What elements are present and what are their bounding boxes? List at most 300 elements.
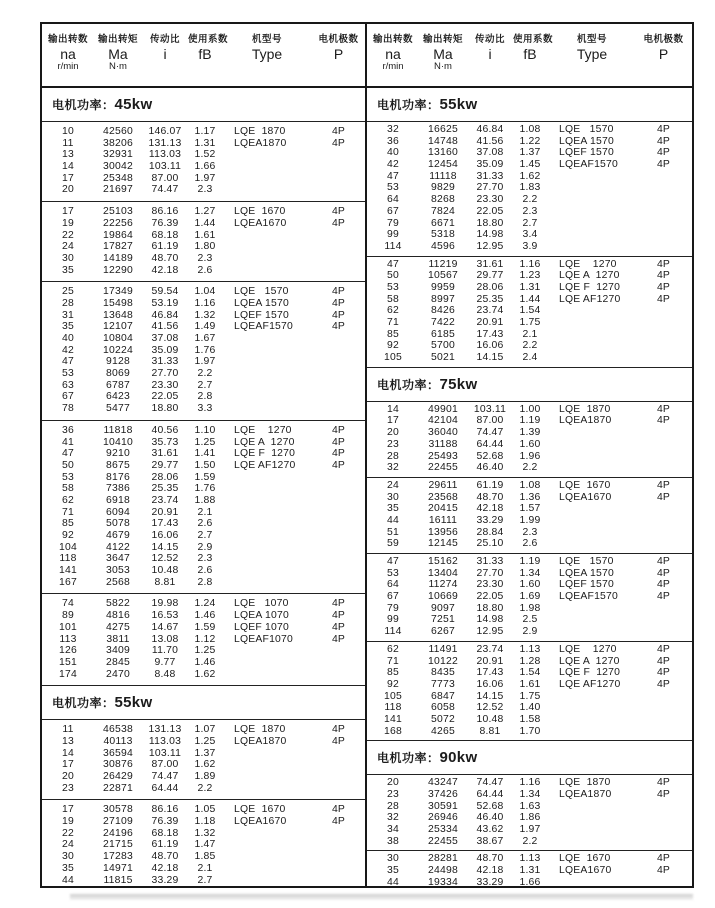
- cell-ma: 5822: [106, 598, 130, 610]
- cell-ma: 10224: [103, 344, 133, 356]
- gear-block: [42, 720, 365, 800]
- cell-type: [547, 714, 637, 726]
- column-header-ma: [419, 35, 467, 73]
- cell-fb: 2.7: [522, 217, 538, 229]
- cell-fb: 3.9: [522, 240, 538, 252]
- cell-fb: 1.99: [519, 514, 541, 526]
- gear-block: [42, 800, 365, 886]
- cell-fb: 2.2: [522, 194, 538, 206]
- ma-label-cn: 输出转矩: [422, 34, 463, 45]
- cell-na: 85: [387, 667, 399, 679]
- cell-ma: 4679: [106, 530, 130, 541]
- cell-type: [222, 149, 312, 161]
- cell-ma: 6787: [106, 379, 130, 391]
- cell-type: LQEAF1570: [559, 591, 618, 603]
- table-row: [42, 380, 365, 392]
- cell-na: 101: [59, 621, 77, 633]
- cell-type: [222, 391, 312, 403]
- cell-poles: 4P: [656, 124, 671, 135]
- cell-poles: [312, 161, 365, 173]
- cell-type: LQE 1270: [559, 643, 617, 655]
- cell-type: [547, 229, 637, 241]
- cell-na: 92: [387, 678, 399, 690]
- cell-fb: 1.08: [519, 479, 541, 491]
- cell-poles: 4P: [656, 667, 671, 679]
- cell-na: 44: [387, 514, 399, 526]
- gear-block: [367, 554, 692, 642]
- cell-type: [547, 218, 637, 230]
- cell-type: LQEAF1570: [234, 321, 293, 333]
- cell-na: 53: [62, 368, 74, 380]
- cell-type: [222, 241, 312, 253]
- cell-type: LQEF 1070: [234, 621, 289, 633]
- cell-i: 14.15: [476, 690, 504, 702]
- table-row: [367, 691, 692, 703]
- column-header-fb: [513, 34, 554, 62]
- na-label-cn: 输出转数: [47, 34, 88, 45]
- cell-type: [222, 345, 312, 357]
- section-title-prefix: 电机功率：: [377, 377, 440, 392]
- cell-fb: 1.44: [194, 217, 216, 229]
- cell-ma: 3811: [106, 633, 130, 645]
- cell-fb: 1.27: [194, 206, 216, 218]
- table-row: [367, 714, 692, 726]
- cell-na: 24: [62, 241, 74, 253]
- cell-fb: 1.96: [519, 450, 541, 462]
- cell-type: LQE 1870: [559, 777, 611, 789]
- cell-i: 14.67: [151, 621, 179, 633]
- cell-type: [547, 726, 637, 738]
- cell-type: LQE A 1270: [559, 655, 620, 667]
- cell-na: 47: [387, 170, 399, 182]
- cell-na: 17: [62, 759, 74, 771]
- cell-i: 28.84: [476, 526, 504, 538]
- cell-type: [222, 748, 312, 760]
- cell-ma: 4816: [106, 610, 130, 622]
- table-row: [42, 126, 365, 138]
- cell-na: 17: [62, 172, 74, 184]
- cell-i: 48.70: [476, 853, 504, 865]
- cell-na: 78: [62, 403, 74, 415]
- table-row: [367, 644, 692, 656]
- cell-fb: 1.25: [194, 436, 216, 448]
- cell-fb: 2.7: [197, 379, 213, 391]
- cell-i: 64.44: [476, 789, 504, 800]
- cell-ma: 30042: [103, 161, 133, 173]
- cell-type: [222, 380, 312, 392]
- cell-na: 22: [62, 827, 74, 839]
- cell-fb: 1.47: [194, 839, 216, 851]
- cell-na: 64: [387, 194, 399, 206]
- cell-na: 32: [387, 124, 399, 135]
- table-row: [367, 492, 692, 504]
- cell-fb: 1.32: [194, 827, 216, 839]
- cell-i: 87.00: [151, 172, 179, 184]
- cell-i: 64.44: [151, 782, 179, 794]
- cell-poles: 4P: [656, 655, 671, 667]
- cell-ma: 23568: [428, 491, 458, 503]
- cell-fb: 2.5: [522, 614, 538, 626]
- cell-ma: 4265: [431, 725, 455, 737]
- cell-ma: 21697: [103, 184, 133, 196]
- cell-i: 131.13: [148, 137, 182, 149]
- cell-fb: 1.60: [519, 438, 541, 450]
- cell-fb: 1.37: [519, 147, 541, 159]
- cell-type: LQE 1070: [234, 598, 289, 610]
- table-row: [42, 553, 365, 565]
- cell-ma: 11274: [428, 579, 458, 591]
- cell-poles: 4P: [331, 459, 346, 471]
- cell-type: [547, 691, 637, 703]
- cell-na: 71: [387, 317, 399, 328]
- cell-type: [547, 812, 637, 824]
- cell-poles: [637, 691, 690, 703]
- cell-fb: 1.07: [194, 724, 216, 736]
- cell-type: [222, 333, 312, 345]
- column-header-type: [222, 35, 312, 62]
- cell-ma: 4596: [431, 240, 455, 252]
- cell-poles: [637, 801, 690, 813]
- cell-i: 113.03: [148, 149, 182, 161]
- cell-ma: 22455: [428, 462, 458, 474]
- cell-ma: 25334: [428, 824, 458, 836]
- cell-ma: 25348: [103, 172, 133, 184]
- cell-na: 151: [59, 656, 77, 668]
- cell-fb: 1.31: [519, 281, 541, 293]
- cell-poles: [312, 645, 365, 657]
- cell-fb: 1.62: [519, 170, 541, 182]
- cell-na: 99: [387, 229, 399, 241]
- cell-ma: 5072: [431, 713, 455, 725]
- section-title-prefix: 电机功率：: [52, 696, 115, 711]
- cell-type: [547, 801, 637, 813]
- cell-type: [222, 253, 312, 265]
- cell-type: [547, 824, 637, 836]
- cell-i: 74.47: [151, 184, 179, 196]
- table-row: [367, 317, 692, 329]
- cell-na: 14: [62, 161, 74, 173]
- cell-fb: 1.66: [519, 876, 541, 886]
- cell-fb: 1.52: [194, 149, 216, 161]
- na-symbol: na: [385, 45, 401, 62]
- cell-fb: 1.66: [194, 161, 216, 173]
- cell-type: LQEF 1570: [559, 147, 614, 159]
- cell-poles: [312, 253, 365, 265]
- cell-i: 27.70: [151, 368, 179, 380]
- cell-na: 67: [387, 205, 399, 217]
- cell-ma: 5021: [431, 352, 455, 364]
- cell-i: 22.05: [476, 591, 504, 603]
- cell-fb: 1.97: [519, 824, 541, 836]
- table-row: [42, 425, 365, 437]
- section-title: [42, 686, 365, 720]
- cell-poles: [312, 356, 365, 368]
- cell-na: 79: [387, 602, 399, 614]
- table-row: [42, 816, 365, 828]
- table-row: [42, 253, 365, 265]
- cell-ma: 6058: [431, 702, 455, 714]
- cell-ma: 36594: [103, 747, 133, 759]
- cell-na: 51: [387, 526, 399, 538]
- cell-na: 35: [62, 264, 74, 276]
- cell-na: 30: [62, 252, 74, 264]
- cell-type: [547, 702, 637, 714]
- p-label-cn: 电机极数: [643, 34, 684, 45]
- cell-i: 46.40: [476, 462, 504, 474]
- cell-i: 17.43: [151, 518, 179, 530]
- cell-i: 76.39: [151, 217, 179, 229]
- cell-poles: [312, 403, 365, 415]
- cell-poles: [637, 427, 690, 439]
- cell-na: 167: [59, 576, 77, 588]
- cell-i: 103.11: [473, 403, 507, 415]
- cell-ma: 42560: [103, 126, 133, 137]
- cell-poles: [312, 851, 365, 863]
- cell-i: 35.09: [151, 344, 179, 356]
- cell-fb: 1.46: [194, 610, 216, 622]
- cell-i: 68.18: [151, 827, 179, 839]
- cell-na: 38: [387, 835, 399, 847]
- table-row: [42, 759, 365, 771]
- type-label-cn: 机型号: [251, 34, 282, 45]
- gear-block: [367, 257, 692, 368]
- cell-fb: 2.2: [197, 368, 213, 380]
- table-row: [367, 812, 692, 824]
- cell-type: [222, 669, 312, 681]
- gear-block: [42, 202, 365, 282]
- cell-ma: 8675: [106, 459, 130, 471]
- cell-poles: [637, 515, 690, 527]
- table-row: [42, 851, 365, 863]
- cell-type: [222, 507, 312, 519]
- cell-poles: [312, 391, 365, 403]
- cell-i: 20.91: [476, 655, 504, 667]
- cell-na: 92: [387, 340, 399, 352]
- table-row: [42, 518, 365, 530]
- cell-ma: 13956: [428, 526, 458, 538]
- cell-fb: 1.76: [194, 344, 216, 356]
- table-row: [42, 310, 365, 322]
- cell-fb: 1.50: [194, 459, 216, 471]
- table-row: [42, 403, 365, 415]
- power-section: [367, 368, 692, 742]
- cell-ma: 10122: [428, 655, 458, 667]
- cell-type: LQE A 1270: [559, 270, 620, 282]
- cell-ma: 16111: [428, 514, 458, 526]
- cell-fb: 1.05: [194, 804, 216, 816]
- cell-fb: 1.04: [194, 286, 216, 298]
- cell-i: 37.08: [151, 333, 179, 344]
- cell-poles: 4P: [331, 448, 346, 460]
- cell-fb: 1.59: [194, 621, 216, 633]
- cell-poles: [312, 863, 365, 875]
- cell-na: 28: [387, 800, 399, 812]
- cell-ma: 28281: [428, 853, 458, 865]
- cell-poles: [312, 530, 365, 542]
- cell-na: 19: [62, 217, 74, 229]
- cell-i: 74.47: [476, 777, 504, 789]
- table-row: [42, 345, 365, 357]
- column-header-p: [312, 35, 365, 62]
- cell-type: [222, 518, 312, 530]
- cell-i: 35.73: [151, 436, 179, 448]
- cell-na: 14: [62, 747, 74, 759]
- cell-type: [547, 515, 637, 527]
- cell-poles: 4P: [656, 415, 671, 427]
- cell-poles: [312, 333, 365, 345]
- cell-fb: 2.3: [197, 553, 213, 565]
- cell-i: 42.18: [151, 264, 179, 276]
- cell-ma: 11219: [428, 258, 458, 270]
- cell-poles: [312, 518, 365, 530]
- cell-na: 19: [62, 816, 74, 828]
- cell-ma: 30578: [103, 804, 133, 816]
- table-row: [367, 182, 692, 194]
- cell-poles: 4P: [656, 258, 671, 270]
- cell-type: [222, 173, 312, 185]
- cell-poles: 4P: [656, 789, 671, 800]
- cell-i: 18.80: [151, 403, 179, 415]
- cell-i: 16.06: [476, 678, 504, 690]
- table-row: [42, 577, 365, 589]
- cell-type: [547, 329, 637, 341]
- cell-type: [222, 657, 312, 669]
- section-title: [367, 741, 692, 775]
- cell-i: 9.77: [154, 656, 176, 668]
- cell-type: [547, 538, 637, 550]
- cell-i: 19.98: [151, 598, 179, 610]
- cell-poles: 4P: [656, 159, 671, 171]
- cell-poles: 4P: [331, 610, 346, 622]
- cell-na: 30: [387, 853, 399, 865]
- cell-ma: 21715: [103, 839, 133, 851]
- cell-na: 32: [387, 812, 399, 824]
- cell-fb: 2.3: [197, 252, 213, 264]
- table-row: [42, 565, 365, 577]
- cell-fb: 1.61: [519, 678, 541, 690]
- section-title: [367, 368, 692, 402]
- cell-na: 105: [384, 352, 402, 364]
- table-row: [367, 865, 692, 877]
- cell-ma: 17827: [103, 241, 133, 253]
- cell-i: 41.56: [151, 321, 179, 333]
- cell-type: LQE 1870: [559, 403, 611, 415]
- cell-i: 31.33: [476, 170, 504, 182]
- cell-na: 63: [62, 379, 74, 391]
- cell-type: [547, 171, 637, 183]
- cell-poles: 4P: [656, 678, 671, 690]
- cell-poles: [637, 824, 690, 836]
- cell-i: 25.10: [476, 538, 504, 550]
- cell-type: [222, 759, 312, 771]
- cell-ma: 10669: [428, 591, 458, 603]
- cell-type: [222, 483, 312, 495]
- cell-poles: 4P: [656, 281, 671, 293]
- table-row: [42, 875, 365, 887]
- cell-na: 28: [387, 450, 399, 462]
- cell-i: 23.30: [476, 579, 504, 591]
- cell-type: [222, 472, 312, 484]
- cell-type: LQE 1270: [234, 424, 292, 436]
- table-row: [367, 159, 692, 171]
- i-label-cn: 传动比: [474, 34, 505, 45]
- cell-fb: 1.63: [519, 800, 541, 812]
- cell-ma: 43247: [428, 777, 458, 789]
- table-row: [42, 542, 365, 554]
- cell-na: 64: [387, 579, 399, 591]
- cell-type: LQEA1670: [559, 865, 612, 877]
- cell-type: LQEA1670: [234, 217, 287, 229]
- cell-poles: [637, 194, 690, 206]
- cell-poles: 4P: [331, 309, 346, 321]
- cell-na: 71: [62, 506, 74, 518]
- cell-type: LQE 1670: [234, 206, 286, 218]
- cell-i: 14.15: [476, 352, 504, 364]
- table-row: [367, 614, 692, 626]
- cell-na: 50: [387, 270, 399, 282]
- cell-i: 48.70: [151, 851, 179, 863]
- cell-poles: [312, 748, 365, 760]
- table-row: [367, 451, 692, 463]
- section-title-prefix: 电机功率：: [52, 98, 115, 112]
- cell-na: 25: [62, 286, 74, 298]
- cell-i: 23.30: [476, 194, 504, 206]
- cell-i: 23.30: [151, 379, 179, 391]
- cell-poles: 4P: [331, 321, 346, 333]
- cell-na: 62: [387, 643, 399, 655]
- cell-ma: 12145: [428, 538, 458, 550]
- cell-type: [547, 305, 637, 317]
- cell-ma: 11818: [103, 424, 133, 436]
- i-symbol: i: [488, 45, 492, 62]
- cell-fb: 1.24: [194, 598, 216, 610]
- cell-type: LQEAF1570: [559, 159, 618, 171]
- cell-fb: 1.17: [194, 126, 216, 137]
- cell-na: 41: [62, 436, 74, 448]
- cell-poles: [637, 241, 690, 253]
- cell-ma: 8426: [431, 305, 455, 317]
- cell-na: 40: [387, 147, 399, 159]
- cell-i: 41.56: [476, 135, 504, 147]
- cell-fb: 2.1: [522, 328, 538, 340]
- cell-fb: 1.58: [519, 713, 541, 725]
- cell-ma: 13648: [103, 309, 133, 321]
- cell-poles: [637, 877, 690, 886]
- cell-ma: 6094: [106, 506, 130, 518]
- p-symbol: P: [658, 45, 669, 62]
- cell-na: 11: [62, 137, 74, 149]
- cell-poles: [637, 352, 690, 364]
- cell-na: 74: [62, 598, 74, 610]
- cell-poles: [312, 577, 365, 589]
- gear-block: [367, 402, 692, 478]
- page-bottom-shadow: [70, 894, 693, 900]
- cell-na: 104: [59, 541, 77, 553]
- cell-fb: 2.3: [522, 526, 538, 538]
- cell-poles: 4P: [656, 147, 671, 159]
- cell-i: 25.35: [151, 483, 179, 495]
- table-row: [367, 591, 692, 603]
- cell-poles: 4P: [331, 804, 346, 816]
- table-row: [367, 726, 692, 738]
- cell-type: [547, 340, 637, 352]
- cell-na: 85: [62, 518, 74, 530]
- cell-fb: 1.67: [194, 333, 216, 344]
- section-power-value: 90kw: [439, 749, 478, 767]
- type-symbol: Type: [251, 45, 283, 62]
- cell-na: 79: [387, 217, 399, 229]
- table-row: [42, 828, 365, 840]
